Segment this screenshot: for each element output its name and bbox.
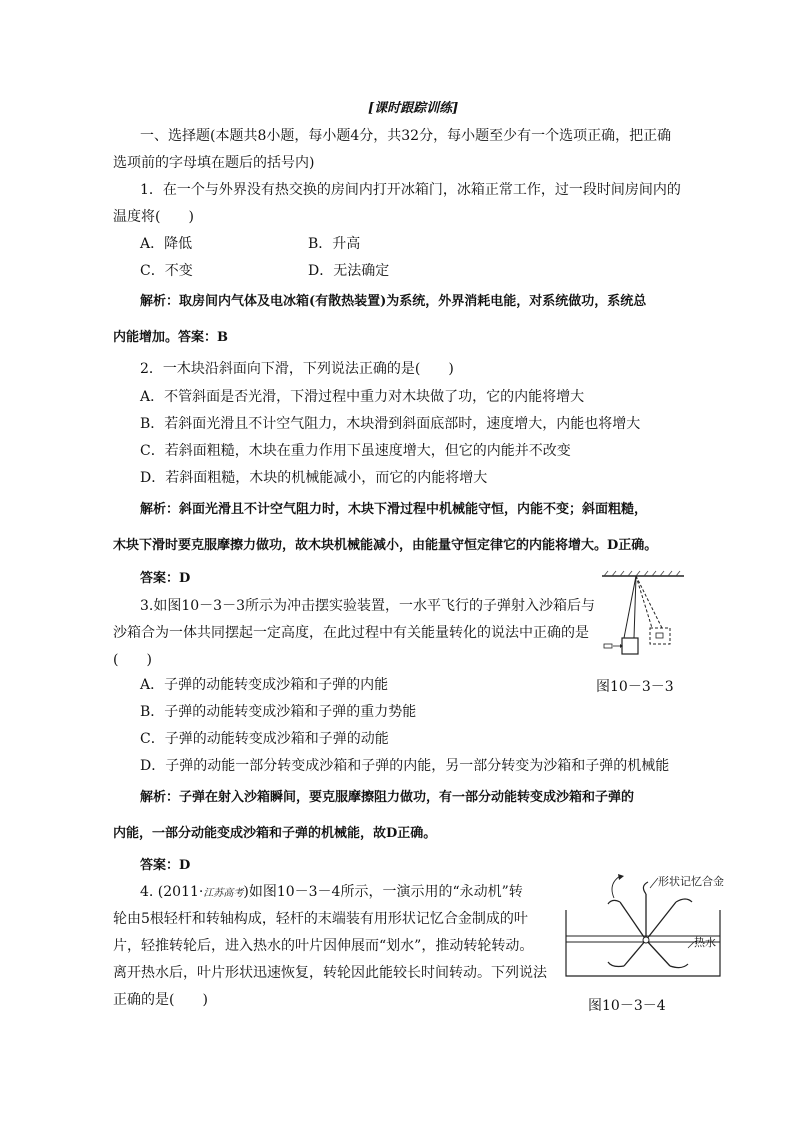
- q1-stem: 1．在一个与外界没有热交换的房间内打开冰箱门，冰箱正常工作，过一段时间房间内的: [140, 182, 681, 198]
- label-shape-memory-alloy: 形状记忆合金: [658, 875, 724, 888]
- page-title: [课时跟踪训练]: [368, 101, 459, 116]
- q2-option-c: C．若斜面粗糙，木块在重力作用下虽速度增大，但它的内能并不改变: [140, 443, 571, 459]
- q1-stem-cont: 温度将( ): [113, 209, 194, 225]
- q1-option-b: B．升高: [308, 236, 361, 252]
- q3-stem-cont2: ( ): [113, 652, 152, 668]
- q4-stem: [140, 883, 523, 903]
- q2-option-b: B．若斜面光滑且不计空气阻力，木块滑到斜面底部时，速度增大，内能也将增大: [140, 416, 641, 432]
- q4-year: 4. (2011·: [140, 884, 204, 900]
- section-heading: 一、选择题(本题共8小题，每小题4分，共32分，每小题至少有一个选项正确，把正确: [140, 128, 672, 144]
- q1-analysis-cont: 内能增加。答案：B: [113, 330, 228, 345]
- q4-stem-line3: 片，轻推转轮后，进入热水的叶片因伸展而“划水”，推动转轮转动。: [113, 938, 534, 954]
- q1-option-a: A．降低: [140, 236, 193, 252]
- q2-option-a: A．不管斜面是否光滑，下滑过程中重力对木块做了功，它的内能将增大: [140, 389, 585, 405]
- q2-stem: 2．一木块沿斜面向下滑，下列说法正确的是( ): [140, 361, 454, 377]
- q3-analysis: 解析：子弹在射入沙箱瞬间，要克服摩擦阻力做功，有一部分动能转变成沙箱和子弹的: [140, 790, 635, 805]
- q3-stem-cont: 沙箱合为一体共同摆起一定高度，在此过程中有关能量转化的说法中正确的是: [113, 625, 589, 641]
- q1-option-c: C．不变: [140, 263, 193, 279]
- q3-option-a: A．子弹的动能转变成沙箱和子弹的内能: [140, 677, 389, 693]
- q4-stem-line2: 轮由5根轻杆和转轴构成，轻杆的末端装有用形状记忆合金制成的叶: [113, 911, 528, 927]
- q4-stem-rest: )如图10－3－4所示，一演示用的“永动机”转: [243, 884, 523, 900]
- section-heading-cont: 选项前的字母填在题后的括号内): [113, 155, 315, 171]
- q2-answer: 答案：D: [140, 571, 191, 586]
- q2-analysis-cont: 木块下滑时要克服摩擦力做功，故木块机械能减小，由能量守恒定律它的内能将增大。D正确。: [113, 538, 658, 553]
- figure-caption-10-3-4: 图10－3－4: [588, 998, 666, 1014]
- q1-option-d: D．无法确定: [308, 263, 390, 279]
- q4-stem-line4: 离开热水后，叶片形状迅速恢复，转轮因此能较长时间转动。下列说法: [113, 965, 547, 981]
- q4-stem-line5: 正确的是( ): [113, 992, 208, 1008]
- label-hot-water: 热水: [694, 936, 716, 949]
- q3-answer: 答案：D: [140, 858, 191, 873]
- q3-option-b: B．子弹的动能转变成沙箱和子弹的重力势能: [140, 704, 417, 720]
- figure-caption-10-3-3: 图10－3－3: [596, 679, 674, 695]
- q3-analysis-cont: 内能，一部分动能变成沙箱和子弹的机械能，故D正确。: [113, 826, 437, 841]
- q1-analysis: 解析：取房间内气体及电冰箱(有散热装置)为系统，外界消耗电能，对系统做功，系统总: [140, 294, 647, 309]
- q3-option-c: C．子弹的动能转变成沙箱和子弹的动能: [140, 731, 389, 747]
- q2-option-d: D．若斜面粗糙，木块的机械能减小，而它的内能将增大: [140, 470, 488, 486]
- q2-analysis: 解析：斜面光滑且不计空气阻力时，木块下滑过程中机械能守恒，内能不变；斜面粗糙，: [140, 502, 648, 517]
- ballistic-pendulum-figure: [598, 570, 688, 670]
- q3-option-d: D．子弹的动能一部分转变成沙箱和子弹的内能，另一部分转变为沙箱和子弹的机械能: [140, 758, 670, 774]
- q3-stem: 3.如图10－3－3所示为冲击摆实验装置，一水平飞行的子弹射入沙箱后与: [140, 598, 595, 614]
- q4-source: 江苏高考: [203, 888, 244, 899]
